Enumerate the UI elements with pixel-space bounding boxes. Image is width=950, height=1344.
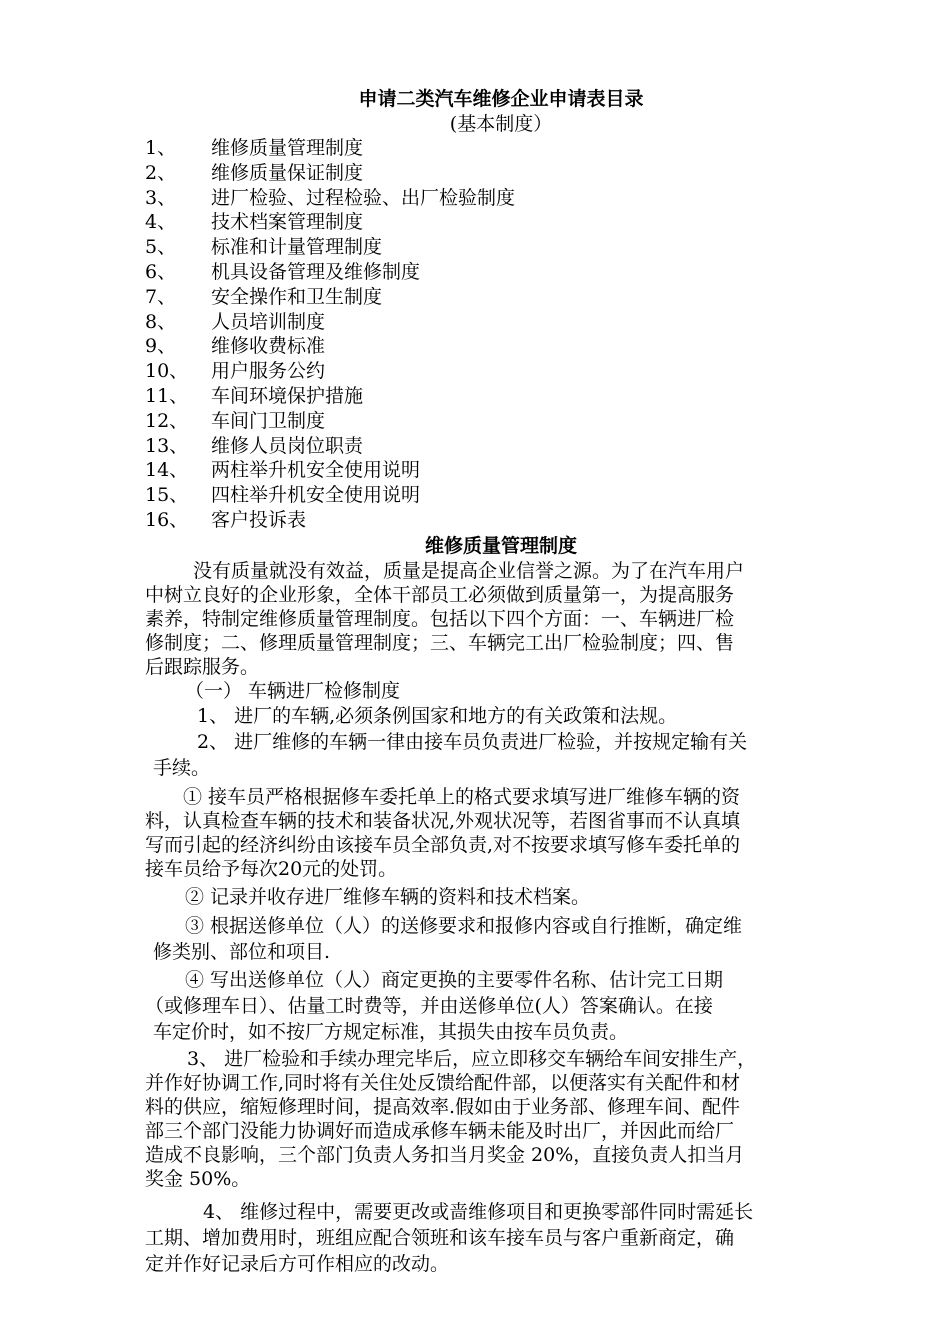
document-title: 申请二类汽车维修企业申请表目录 — [358, 88, 644, 110]
toc-number: 9、 — [145, 335, 177, 358]
toc-label: 车间环境保护措施 — [211, 384, 364, 407]
document-subtitle: (基本制度） — [449, 113, 553, 135]
toc-number: 8、 — [145, 310, 177, 333]
toc-label: 维修质量管理制度 — [211, 137, 364, 159]
toc-label: 机具设备管理及维修制度 — [211, 260, 421, 283]
toc-item — [145, 285, 857, 310]
toc-item — [145, 235, 857, 260]
paragraph-line: 写而引起的经济纠纷由该接车员全部负责,对不按要求填写修车委托单的 — [145, 833, 741, 856]
toc-label: 人员培训制度 — [211, 310, 326, 333]
toc-label: 客户投诉表 — [211, 508, 307, 531]
paragraph-line: 后跟踪服务。 — [145, 655, 260, 678]
paragraph-line: 1、 进厂的车辆,必须条例国家和地方的有关政策和法规。 — [197, 704, 678, 727]
toc-label: 安全操作和卫生制度 — [211, 285, 383, 308]
paragraph-line: ② 记录并收存进厂维修车辆的资料和技术档案。 — [185, 885, 591, 908]
toc-label: 维修收费标准 — [211, 335, 326, 358]
toc-item — [145, 384, 857, 409]
paragraph-line: 修制度；二、修理质量管理制度；三、车辆完工出厂检验制度；四、售 — [145, 631, 735, 654]
paragraph-line: 手续。 — [153, 756, 211, 779]
document-page — [145, 86, 857, 1277]
toc-label: 维修人员岗位职责 — [211, 434, 364, 457]
toc-item — [145, 409, 857, 434]
toc-item — [145, 136, 857, 161]
paragraph-line: 没有质量就没有效益，质量是提高企业信誉之源。为了在汽车用户 — [193, 559, 745, 582]
paragraph-line: 车定价时，如不按厂方规定标准，其损失由按车员负责。 — [153, 1020, 629, 1043]
paragraph-line: 接车员给予每次20元的处罚。 — [145, 857, 398, 880]
paragraph-line: 工期、增加费用时，班组应配合领班和该车接车员与客户重新商定，确 — [145, 1226, 735, 1249]
toc-number: 11、 — [145, 384, 189, 407]
paragraph-line: ① 接车员严格根据修车委托单上的格式要求填写进厂维修车辆的资 — [183, 785, 741, 808]
table-of-contents — [145, 136, 857, 533]
paragraph-line: 2、 进厂维修的车辆一律由接车员负责进厂检验，并按规定输有关 — [197, 730, 748, 753]
paragraph-line: 部三个部门没能力协调好而造成承修车辆未能及时出厂，并因此而给厂 — [145, 1119, 735, 1142]
toc-number: 15、 — [145, 484, 189, 507]
toc-number: 6、 — [145, 260, 177, 283]
circled-item-2 — [145, 885, 857, 909]
toc-number: 10、 — [145, 360, 189, 383]
toc-number: 1、 — [145, 137, 177, 159]
toc-item — [145, 458, 857, 483]
toc-number: 13、 — [145, 434, 189, 457]
toc-number: 16、 — [145, 508, 189, 531]
item-3 — [145, 1047, 857, 1191]
paragraph-line: 料，认真检查车辆的技术和装备状况,外观状况等，若图省事而不认真填 — [145, 809, 741, 832]
toc-item — [145, 434, 857, 459]
paragraph-line: 中树立良好的企业形象，全体干部员工必须做到质量第一，为提高服务 — [145, 583, 735, 606]
paragraph-line: 修类别、部位和项目. — [153, 940, 331, 963]
paragraph-line: 奖金 50%。 — [145, 1167, 251, 1190]
circled-item-1 — [145, 785, 857, 881]
toc-number: 3、 — [145, 186, 177, 209]
paragraph-line: 素养，特制定维修质量管理制度。包括以下四个方面：一、车辆进厂检 — [145, 607, 735, 630]
item-2 — [145, 729, 857, 781]
toc-item — [145, 186, 857, 211]
toc-label: 进厂检验、过程检验、出厂检验制度 — [211, 186, 516, 209]
paragraph-line: 并作好协调工作,同时将有关住处反馈给配件部，以便落实有关配件和材 — [145, 1071, 741, 1094]
toc-item — [145, 260, 857, 285]
paragraph-line: 造成不良影响，三个部门负责人务扣当月奖金 20%，直接负责人扣当月 — [145, 1143, 745, 1166]
toc-label: 技术档案管理制度 — [211, 211, 364, 234]
toc-label: 标准和计量管理制度 — [211, 236, 383, 259]
toc-label: 车间门卫制度 — [211, 409, 326, 432]
paragraph-line: ③ 根据送修单位（人）的送修要求和报修内容或自行推断，确定维 — [185, 914, 743, 937]
toc-number: 2、 — [145, 161, 177, 184]
paragraph-line: 3、 进厂检验和手续办理完毕后，应立即移交车辆给车间安排生产， — [187, 1047, 757, 1070]
paragraph-line: 料的供应，缩短修理时间，提高效率.假如由于业务部、修理车间、配件 — [145, 1095, 741, 1118]
item-4 — [145, 1199, 857, 1277]
toc-label: 两柱举升机安全使用说明 — [211, 459, 421, 482]
toc-number: 7、 — [145, 285, 177, 308]
circled-item-4 — [145, 967, 857, 1045]
paragraph-line: 4、 维修过程中，需要更改或啬维修项目和更换零部件同时需延长 — [203, 1200, 754, 1223]
toc-item — [145, 483, 857, 508]
toc-item — [145, 310, 857, 335]
toc-item — [145, 210, 857, 235]
toc-number: 12、 — [145, 409, 189, 432]
toc-item — [145, 359, 857, 384]
toc-number: 5、 — [145, 236, 177, 259]
paragraph-line: 定并作好记录后方可作相应的改动。 — [145, 1252, 450, 1275]
toc-number: 4、 — [145, 211, 177, 234]
item-1 — [145, 703, 857, 729]
toc-item — [145, 508, 857, 533]
toc-label: 用户服务公约 — [211, 360, 326, 383]
circled-item-3 — [145, 913, 857, 965]
subsection-heading: （一） 车辆进厂检修制度 — [185, 679, 401, 702]
paragraph-line: （或修理车日）、估量工时费等，并由送修单位(人）答案确认。在接 — [145, 994, 713, 1017]
toc-label: 四柱举升机安全使用说明 — [211, 484, 421, 507]
toc-item — [145, 161, 857, 186]
section-title: 维修质量管理制度 — [424, 534, 577, 557]
toc-item — [145, 334, 857, 359]
toc-label: 维修质量保证制度 — [211, 161, 364, 184]
paragraph-line: ④ 写出送修单位（人）商定更换的主要零件名称、估计完工日期 — [185, 968, 724, 991]
toc-number: 14、 — [145, 459, 189, 482]
intro-paragraph — [145, 559, 857, 679]
